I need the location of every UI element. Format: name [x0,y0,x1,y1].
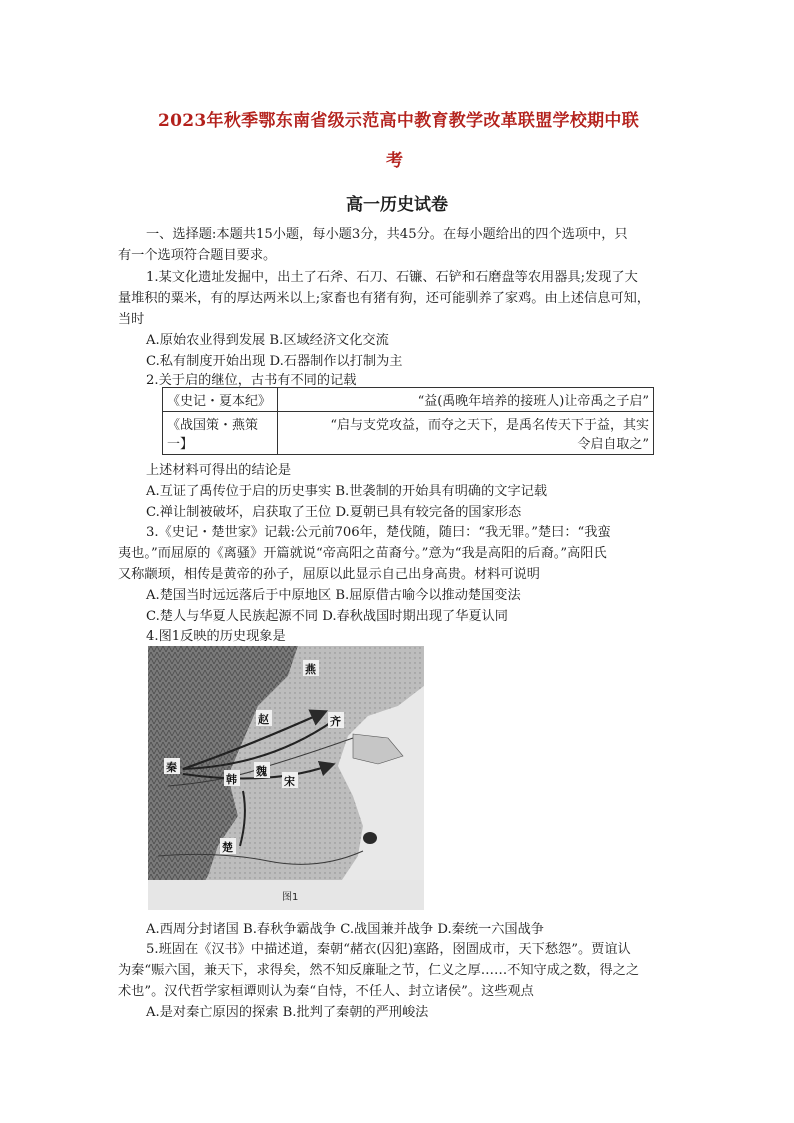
q2-stem: 2.关于启的继位，古书有不同的记载 [146,373,357,388]
q3-stem-line1: 3.《史记・楚世家》记载:公元前706年，楚伐随，随曰：“我无罪。”楚曰：“我蛮 [146,525,611,540]
table-row [163,412,654,455]
state-label-han: 韩 [226,773,237,786]
q2-options-ab: A.互证了禹传位于启的历史事实 B.世袭制的开始具有明确的文字记载 [146,484,548,499]
q2-source-1: 《史记・夏本纪》 [163,388,278,412]
figure-caption: 图1 [282,892,299,903]
q4-stem: 4.图1反映的历史现象是 [146,629,286,644]
state-label-zhao: 赵 [258,713,269,726]
q1-stem-line1: 1.某文化遗址发掘中，出土了石斧、石刀、石镰、石铲和石磨盘等农用器具;发现了大 [146,270,638,285]
section-intro-line1: 一、选择题:本题共15小题，每小题3分，共45分。在每小题给出的四个选项中，只 [146,227,628,242]
q2-source-2 [163,412,278,455]
state-label-chu: 楚 [222,841,233,854]
state-label-qi: 齐 [330,715,341,728]
q3-stem-line2: 夷也。”而屈原的《离骚》开篇就说“帝高阳之苗裔兮。”意为“我是高阳的后裔。”高阳氏 [118,546,607,561]
q1-options-ab: A.原始农业得到发展 B.区域经济文化交流 [146,333,389,348]
q2-options-cd: C.禅让制被破坏，启获取了王位 D.夏朝已具有较完备的国家形态 [146,505,522,520]
state-label-qin: 秦 [166,761,177,774]
q2-quote-2 [278,412,654,455]
q4-map-figure [148,646,424,910]
lake [363,832,377,844]
q5-options-ab: A.是对秦亡原因的探索 B.批判了秦朝的严刑峻法 [146,1005,429,1020]
q4-options: A.西周分封诸国 B.春秋争霸战争 C.战国兼并战争 D.秦统一六国战争 [146,922,544,937]
state-label-wei: 魏 [256,765,267,778]
exam-title-line2: 考 [386,151,404,171]
q1-stem-line2: 量堆积的粟米，有的厚达两米以上;家畜也有猪有狗，还可能驯养了家鸡。由上述信息可知， [118,291,650,306]
q2-quote-2-line1: “启与支党攻益，而夺之天下，是禹名传天下于益，其实 [330,418,649,433]
q2-source-table [162,387,654,455]
q2-source-2-line1: 《战国策・燕策 [167,418,259,433]
section-intro-line2: 有一个选项符合题目要求。 [118,248,277,263]
q5-stem-line2: 为秦“赈六国，兼天下，求得矣，然不知反廉耻之节，仁义之厚……不知守成之数，得之之 [118,963,640,978]
q5-stem-line1: 5.班固在《汉书》中描述道，秦朝“赭衣(囚犯)塞路，囹圄成市，天下愁怨”。贾谊认 [146,942,631,957]
exam-subtitle: 高一历史试卷 [346,195,448,215]
state-label-song: 宋 [284,775,295,788]
q5-stem-line3: 术也”。汉代哲学家桓谭则认为秦“自恃，不任人、封立诸侯”。这些观点 [118,984,534,999]
q2-source-2-line2: 一】 [167,437,194,452]
q3-options-ab: A.楚国当时远远落后于中原地区 B.屈原借古喻今以推动楚国变法 [146,588,521,603]
exam-title-line1: 2023年秋季鄂东南省级示范高中教育教学改革联盟学校期中联 [158,111,640,131]
table-row [163,388,654,412]
q3-options-cd: C.楚人与华夏人民族起源不同 D.春秋战国时期出现了华夏认同 [146,609,508,624]
warring-states-map [148,646,424,910]
q1-stem-line3: 当时 [118,312,145,327]
q2-quote-1: “益(禹晚年培养的接班人)让帝禹之子启” [278,388,654,412]
q2-quote-2-line2: 令启自取之” [577,437,649,452]
q1-options-cd: C.私有制度开始出现 D.石器制作以打制为主 [146,354,403,369]
state-label-yan: 燕 [305,663,316,676]
q2-conclusion: 上述材料可得出的结论是 [146,463,292,478]
q3-stem-line3: 又称颛顼，相传是黄帝的孙子，屈原以此显示自己出身高贵。材料可说明 [118,567,540,582]
